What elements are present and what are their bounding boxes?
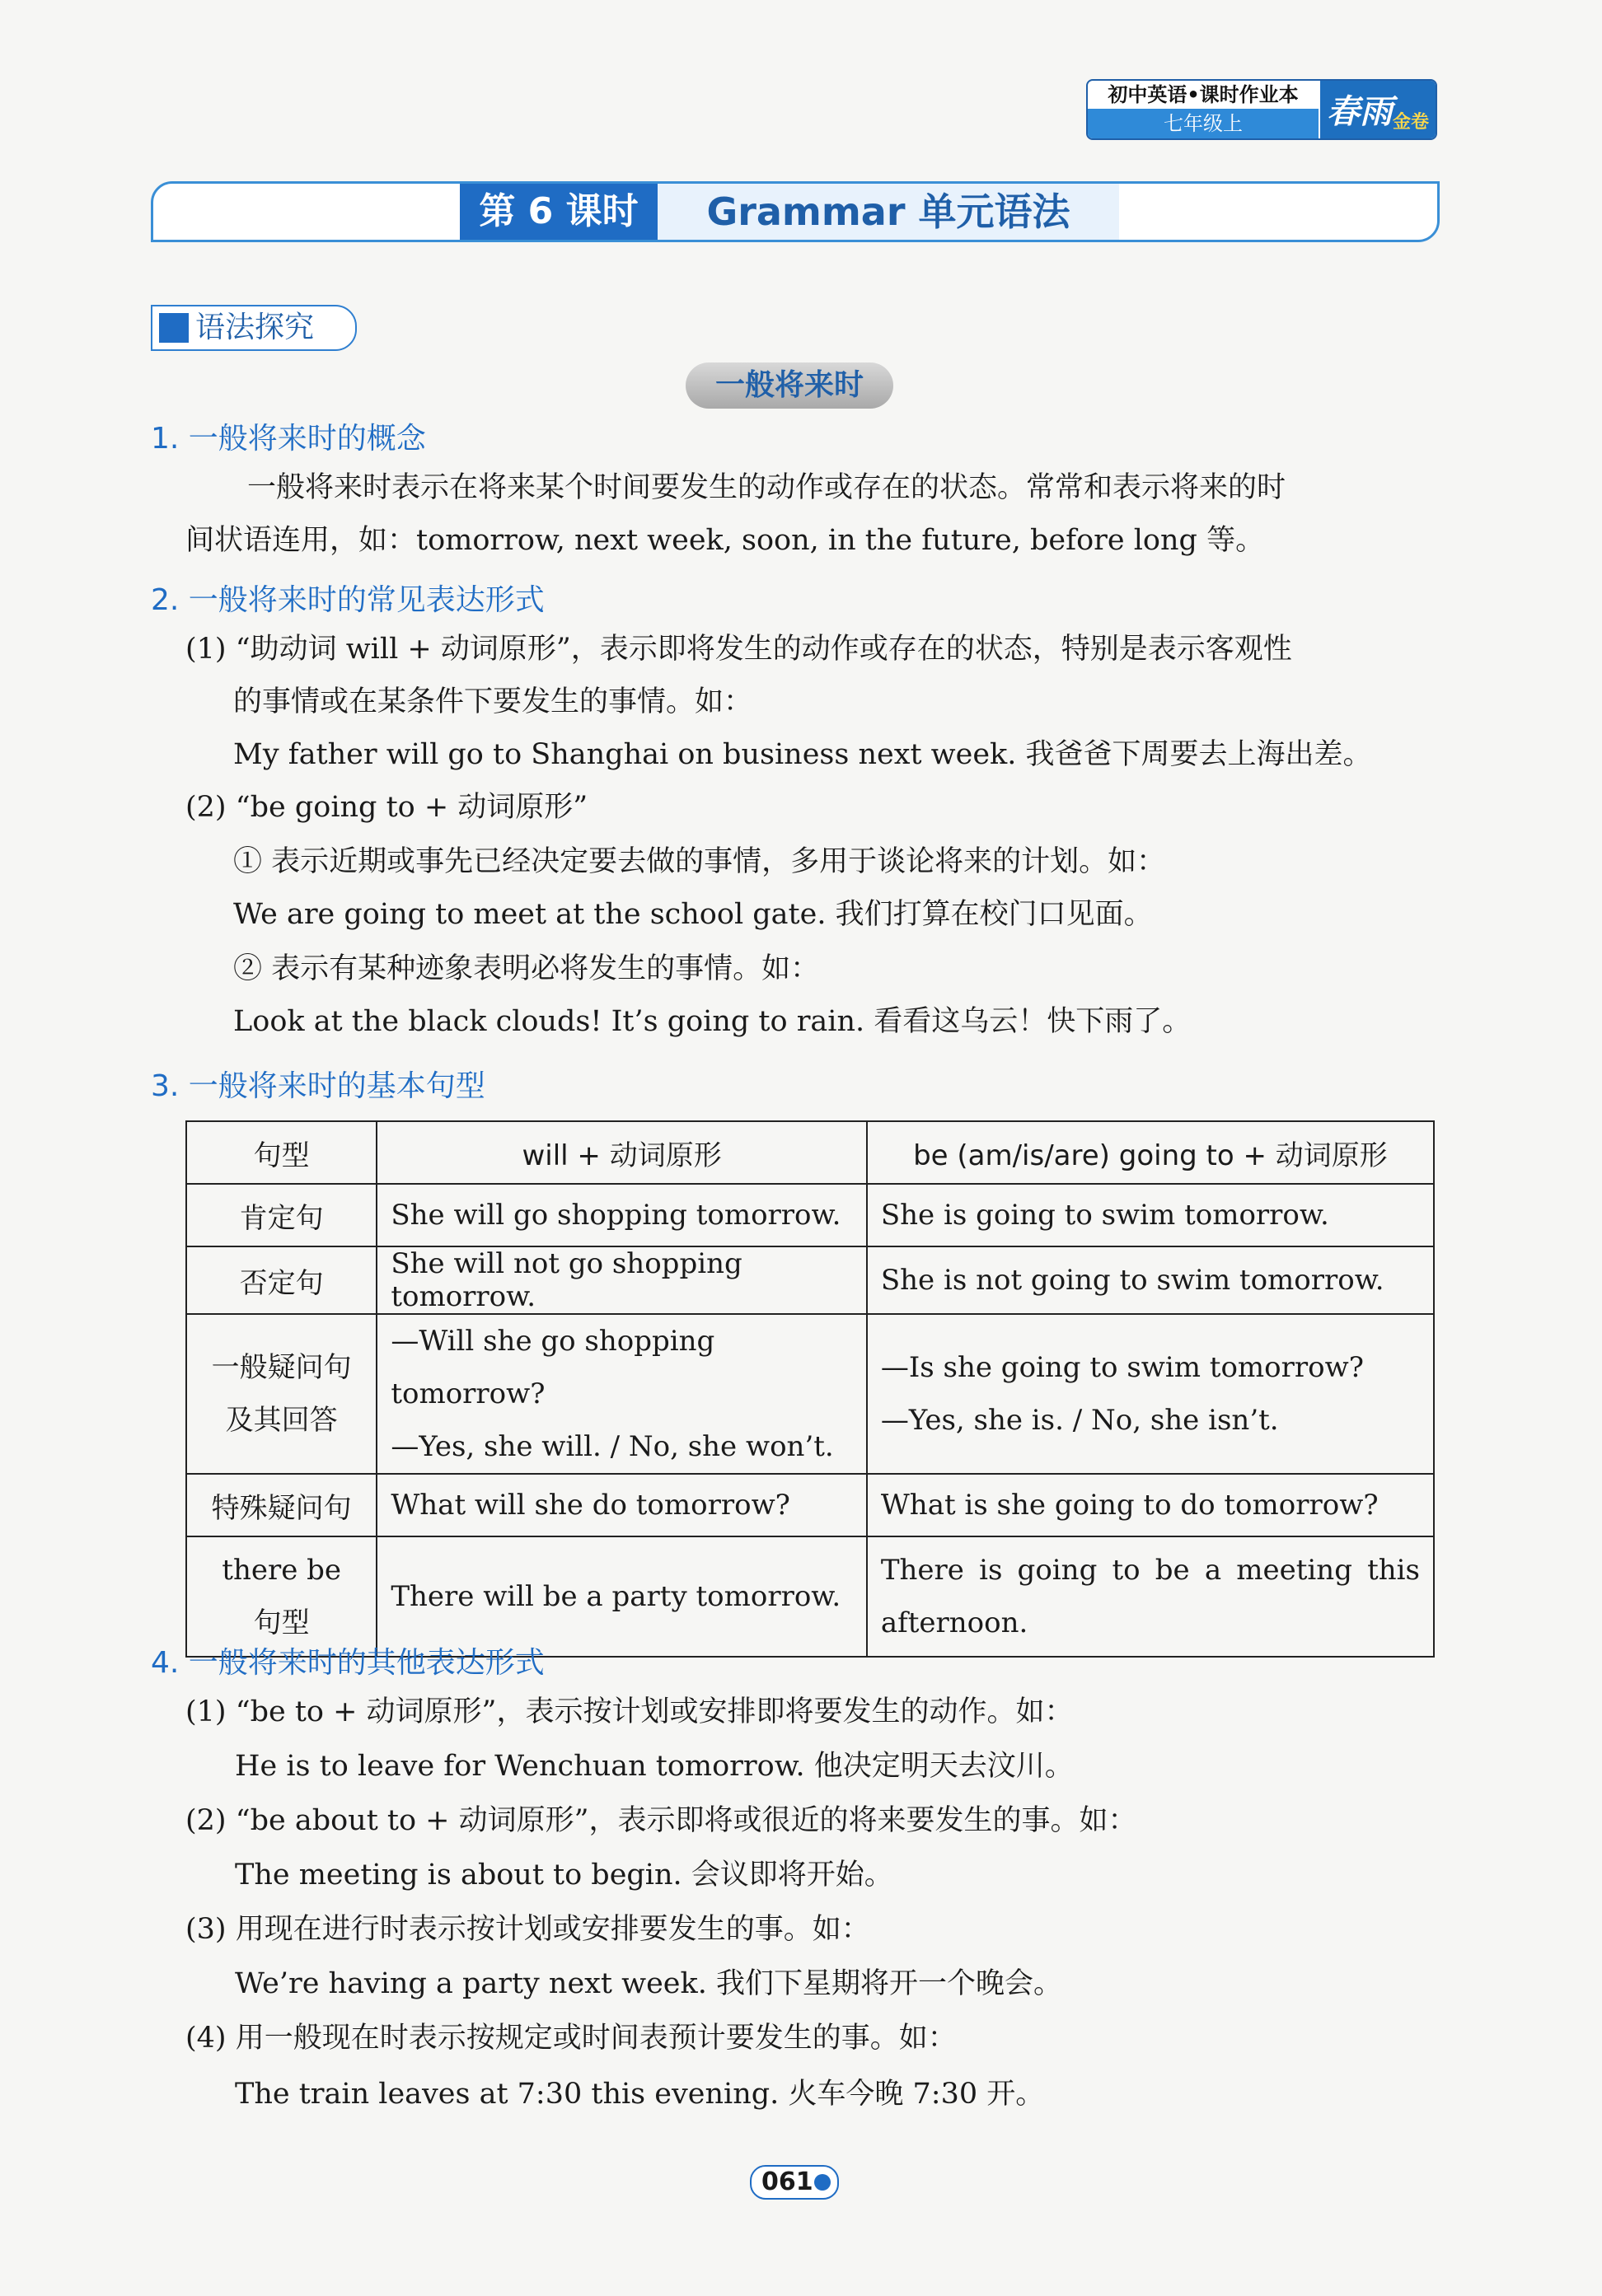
- table-cell: There will be a party tomorrow.: [377, 1536, 867, 1657]
- s4-item-2-example: The meeting is about to begin. 会议即将开始。: [235, 1859, 893, 1892]
- s2-item-1b: 的事情或在某条件下要发生的事情。如：: [233, 685, 753, 718]
- sentence-pattern-table: [185, 1120, 1435, 1658]
- table-cell: What is she going to do tomorrow?: [867, 1474, 1434, 1536]
- table-cell: [377, 1314, 867, 1474]
- s4-item-2: (2) “be about to + 动词原形”，表示即将或很近的将来要发生的事。如：: [185, 1804, 1137, 1837]
- s4-item-4: (4) 用一般现在时表示按规定或时间表预计要发生的事。如：: [185, 2022, 957, 2055]
- s4-item-3: (3) 用现在进行时表示按计划或安排要发生的事。如：: [185, 1913, 870, 1946]
- s2-item-2a: ① 表示近期或事先已经决定要去做的事情，多用于谈论将来的计划。如：: [233, 845, 1166, 878]
- table-cell: She is not going to swim tomorrow.: [867, 1246, 1434, 1314]
- series-title: 初中英语•课时作业本: [1108, 83, 1299, 106]
- table-cell: [867, 1314, 1434, 1474]
- table-cell-line: —Will she go shopping tomorrow?: [391, 1325, 715, 1410]
- topic-pill: 一般将来时: [686, 362, 893, 409]
- table-row: [186, 1314, 1434, 1474]
- table-cell: She is going to swim tomorrow.: [867, 1184, 1434, 1246]
- table-cell-line: There is going to be a meeting this: [880, 1554, 1420, 1587]
- table-header-cell: 句型: [186, 1121, 377, 1184]
- table-cell-line: there be: [222, 1554, 342, 1587]
- heading-1: 1. 一般将来时的概念: [151, 422, 426, 456]
- s1-line-1: 一般将来时表示在将来某个时间要发生的动作或存在的状态。常常和表示将来的时: [247, 471, 1286, 504]
- table-cell-line: afternoon.: [880, 1606, 1028, 1639]
- table-cell-line: 一般疑问句: [211, 1351, 352, 1384]
- s4-item-4-example: The train leaves at 7:30 this evening. 火车今晚 7:30 开。: [235, 2078, 1045, 2111]
- brand-name: 春雨: [1327, 93, 1393, 131]
- table-header-row: [186, 1121, 1434, 1184]
- table-cell-line: —Is she going to swim tomorrow?: [880, 1351, 1364, 1384]
- table-row: [186, 1246, 1434, 1314]
- s4-item-3-example: We’re having a party next week. 我们下星期将开一个晚会。: [235, 1967, 1062, 2000]
- table-cell-line: —Yes, she will. / No, she won’t.: [391, 1430, 834, 1463]
- table-cell-line: 及其回答: [225, 1404, 338, 1437]
- table-cell-line: —Yes, she is. / No, she isn’t.: [880, 1404, 1279, 1437]
- table-row: [186, 1184, 1434, 1246]
- table-header-cell: will + 动词原形: [377, 1121, 867, 1184]
- table-cell: 肯定句: [186, 1184, 377, 1246]
- table-row: [186, 1474, 1434, 1536]
- series-badge: [1086, 79, 1437, 140]
- table-cell: [867, 1536, 1434, 1657]
- section-label-text: 语法探究: [195, 311, 315, 344]
- s4-item-1: (1) “be to + 动词原形”，表示按计划或安排即将要发生的动作。如：: [185, 1695, 1074, 1728]
- s2-item-2: (2) “be going to + 动词原形”: [185, 791, 588, 824]
- table-header-cell: be (am/is/are) going to + 动词原形: [867, 1121, 1434, 1184]
- lesson-title-bar: [151, 181, 1440, 242]
- table-cell: [186, 1314, 377, 1474]
- s2-item-2b-example: Look at the black clouds! It’s going to rain. 看看这乌云！快下雨了。: [233, 1005, 1192, 1038]
- table-cell: What will she do tomorrow?: [377, 1474, 867, 1536]
- heading-4: 4. 一般将来时的其他表达形式: [151, 1646, 545, 1680]
- s4-item-1-example: He is to leave for Wenchuan tomorrow. 他决定明天去汶川。: [235, 1750, 1074, 1783]
- s2-item-1a: (1) “助动词 will + 动词原形”，表示即将发生的动作或存在的状态，特别是表示客观性: [185, 633, 1292, 666]
- s2-item-1-example: My father will go to Shanghai on business next week. 我爸爸下周要去上海出差。: [233, 738, 1372, 771]
- heading-3: 3. 一般将来时的基本句型: [151, 1069, 485, 1103]
- table-cell: She will not go shopping tomorrow.: [377, 1246, 867, 1314]
- table-cell-line: 句型: [253, 1606, 310, 1639]
- s2-item-2b: ② 表示有某种迹象表明必将发生的事情。如：: [233, 952, 820, 985]
- lesson-number: 第 6 课时: [460, 184, 658, 240]
- page-number-badge: [750, 2165, 839, 2200]
- lesson-title: Grammar 单元语法: [706, 189, 1070, 234]
- table-cell: She will go shopping tomorrow.: [377, 1184, 867, 1246]
- dot-icon: [814, 2174, 831, 2191]
- s2-item-2a-example: We are going to meet at the school gate. 我们打算在校门口见面。: [233, 898, 1153, 931]
- heading-2: 2. 一般将来时的常见表达形式: [151, 583, 545, 617]
- grade-label: 七年级上: [1088, 109, 1319, 138]
- table-cell: 否定句: [186, 1246, 377, 1314]
- table-cell: 特殊疑问句: [186, 1474, 377, 1536]
- square-icon: [159, 313, 189, 343]
- section-label: [151, 305, 357, 351]
- brand-logo: [1320, 81, 1436, 138]
- brand-sub: 金卷: [1392, 112, 1429, 133]
- s1-line-2: 间状语连用，如：tomorrow, next week, soon, in the future, before long 等。: [185, 524, 1265, 557]
- page-number: 061: [761, 2167, 813, 2196]
